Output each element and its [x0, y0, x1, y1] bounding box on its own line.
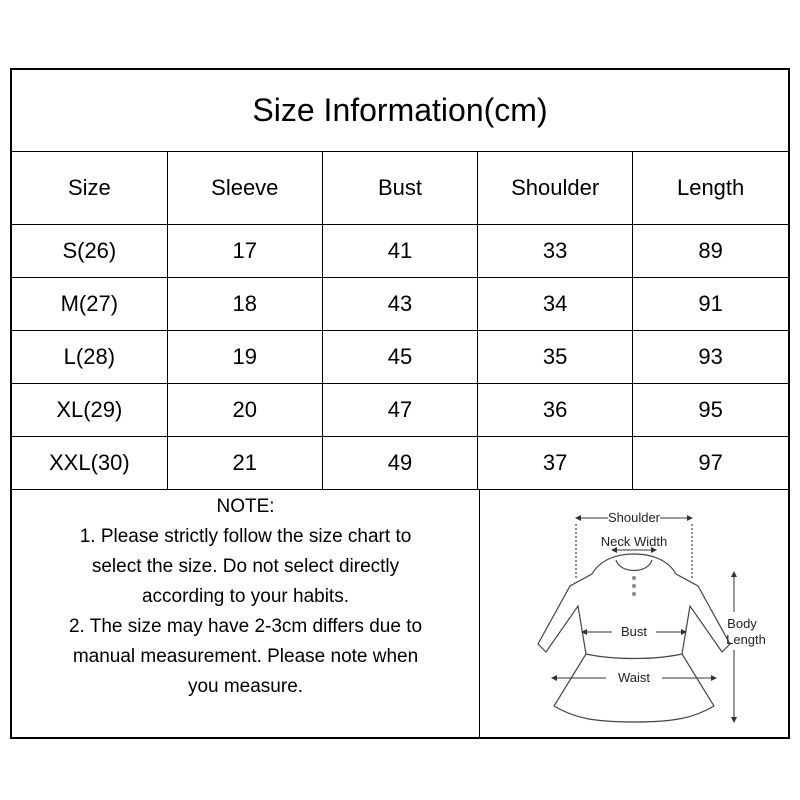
cell-bust: 45: [322, 330, 477, 383]
note-panel: [12, 490, 480, 739]
size-chart: [10, 68, 790, 739]
shoulder-label: Shoulder: [607, 510, 661, 525]
table-row: [12, 277, 788, 330]
cell-length: 93: [633, 330, 788, 383]
header-shoulder: Shoulder: [478, 152, 633, 224]
cell-bust: 49: [322, 436, 477, 489]
cell-length: 95: [633, 383, 788, 436]
neck-width-label: Neck Width: [600, 534, 668, 549]
dress-diagram-icon: [484, 494, 784, 734]
size-table: [12, 152, 788, 490]
table-row: [12, 436, 788, 489]
bust-label: Bust: [620, 624, 648, 639]
bottom-section: [12, 490, 788, 739]
header-sleeve: Sleeve: [167, 152, 322, 224]
cell-bust: 47: [322, 383, 477, 436]
note-line: 1. Please strictly follow the size chart to: [79, 525, 412, 547]
header-size: Size: [12, 152, 167, 224]
table-row: [12, 330, 788, 383]
header-row: [12, 152, 788, 224]
cell-size: S(26): [12, 224, 167, 277]
cell-size: XL(29): [12, 383, 167, 436]
cell-length: 91: [633, 277, 788, 330]
cell-sleeve: 21: [167, 436, 322, 489]
cell-sleeve: 18: [167, 277, 322, 330]
cell-sleeve: 17: [167, 224, 322, 277]
note-line: 2. The size may have 2-3cm differs due to: [68, 615, 423, 637]
cell-length: 89: [633, 224, 788, 277]
header-length: Length: [633, 152, 788, 224]
cell-length: 97: [633, 436, 788, 489]
cell-shoulder: 34: [478, 277, 633, 330]
note-line: according to your habits.: [141, 585, 349, 607]
cell-bust: 43: [322, 277, 477, 330]
note-heading: NOTE:: [216, 495, 275, 517]
measurement-diagram: [480, 490, 788, 739]
note-line: select the size. Do not select directly: [91, 555, 400, 577]
body-length-label: Body: [727, 616, 757, 631]
note-line: manual measurement. Please note when: [72, 645, 419, 667]
table-row: [12, 383, 788, 436]
chart-title: Size Information(cm): [12, 70, 788, 152]
cell-sleeve: 19: [167, 330, 322, 383]
cell-size: L(28): [12, 330, 167, 383]
cell-size: XXL(30): [12, 436, 167, 489]
cell-shoulder: 36: [478, 383, 633, 436]
table-row: [12, 224, 788, 277]
cell-shoulder: 37: [478, 436, 633, 489]
cell-shoulder: 33: [478, 224, 633, 277]
body-length-label: Length: [726, 632, 766, 647]
cell-sleeve: 20: [167, 383, 322, 436]
note-line: you measure.: [187, 675, 304, 697]
cell-bust: 41: [322, 224, 477, 277]
waist-label: Waist: [617, 670, 651, 685]
cell-shoulder: 35: [478, 330, 633, 383]
header-bust: Bust: [322, 152, 477, 224]
cell-size: M(27): [12, 277, 167, 330]
